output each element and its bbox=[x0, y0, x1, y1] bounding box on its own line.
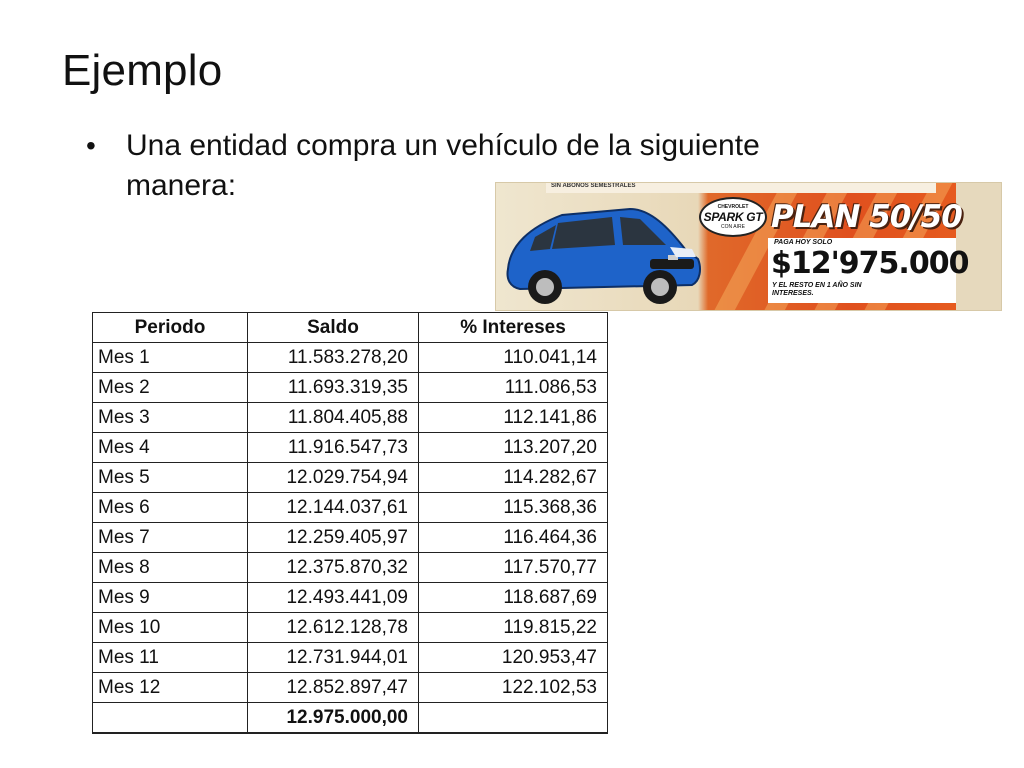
saldo-cell: 11.693.319,35 bbox=[248, 373, 419, 403]
bullet-text: Una entidad compra un vehículo de la siguiente manera: bbox=[126, 129, 760, 202]
table-row bbox=[93, 343, 608, 373]
spark-gt-badge bbox=[699, 197, 767, 237]
periodo-cell: Mes 3 bbox=[93, 403, 248, 433]
intereses-cell: 120.953,47 bbox=[419, 643, 608, 673]
payment-schedule-table bbox=[92, 312, 608, 734]
periodo-cell: Mes 4 bbox=[93, 433, 248, 463]
ad-make-text: CHEVROLET bbox=[717, 204, 749, 210]
ad-plan-text: PLAN 50/50 bbox=[771, 199, 962, 235]
table-row bbox=[93, 493, 608, 523]
saldo-cell: 12.493.441,09 bbox=[248, 583, 419, 613]
periodo-cell: Mes 12 bbox=[93, 673, 248, 703]
header-intereses: % Intereses bbox=[419, 313, 608, 343]
table-row bbox=[93, 463, 608, 493]
intereses-cell: 118.687,69 bbox=[419, 583, 608, 613]
periodo-cell: Mes 11 bbox=[93, 643, 248, 673]
intereses-cell: 115.368,36 bbox=[419, 493, 608, 523]
table-row bbox=[93, 433, 608, 463]
total-empty-cell bbox=[93, 703, 248, 734]
total-empty-cell bbox=[419, 703, 608, 734]
ad-pay-today-text: PAGA HOY SOLO bbox=[774, 239, 833, 246]
intereses-cell: 122.102,53 bbox=[419, 673, 608, 703]
table-row bbox=[93, 673, 608, 703]
table-row bbox=[93, 553, 608, 583]
intereses-cell: 112.141,86 bbox=[419, 403, 608, 433]
saldo-cell: 12.144.037,61 bbox=[248, 493, 419, 523]
ad-price-box bbox=[768, 238, 969, 303]
header-saldo: Saldo bbox=[248, 313, 419, 343]
saldo-cell: 12.259.405,97 bbox=[248, 523, 419, 553]
periodo-cell: Mes 10 bbox=[93, 613, 248, 643]
car-advertisement-image bbox=[495, 182, 1002, 311]
car-icon bbox=[500, 197, 705, 307]
periodo-cell: Mes 2 bbox=[93, 373, 248, 403]
periodo-cell: Mes 9 bbox=[93, 583, 248, 613]
bullet-dot: • bbox=[86, 130, 96, 161]
intereses-cell: 114.282,67 bbox=[419, 463, 608, 493]
periodo-cell: Mes 1 bbox=[93, 343, 248, 373]
table-header-row bbox=[93, 313, 608, 343]
table-row bbox=[93, 523, 608, 553]
slide-title: Ejemplo bbox=[62, 46, 223, 95]
saldo-cell: 12.852.897,47 bbox=[248, 673, 419, 703]
saldo-cell: 12.029.754,94 bbox=[248, 463, 419, 493]
saldo-cell: 11.804.405,88 bbox=[248, 403, 419, 433]
table-total-row bbox=[93, 703, 608, 734]
ad-model-sub: CON AIRE bbox=[721, 224, 745, 230]
total-saldo-cell: 12.975.000,00 bbox=[248, 703, 419, 734]
intereses-cell: 119.815,22 bbox=[419, 613, 608, 643]
saldo-cell: 12.612.128,78 bbox=[248, 613, 419, 643]
intereses-cell: 116.464,36 bbox=[419, 523, 608, 553]
periodo-cell: Mes 7 bbox=[93, 523, 248, 553]
table-row bbox=[93, 643, 608, 673]
header-periodo: Periodo bbox=[93, 313, 248, 343]
saldo-cell: 12.375.870,32 bbox=[248, 553, 419, 583]
ad-model-text: SPARK GT bbox=[703, 210, 763, 224]
intereses-cell: 113.207,20 bbox=[419, 433, 608, 463]
saldo-cell: 12.731.944,01 bbox=[248, 643, 419, 673]
table-row bbox=[93, 403, 608, 433]
table-row bbox=[93, 613, 608, 643]
intereses-cell: 117.570,77 bbox=[419, 553, 608, 583]
intereses-cell: 110.041,14 bbox=[419, 343, 608, 373]
periodo-cell: Mes 8 bbox=[93, 553, 248, 583]
table-row bbox=[93, 583, 608, 613]
saldo-cell: 11.916.547,73 bbox=[248, 433, 419, 463]
ad-price-text: $12'975.000 bbox=[771, 246, 969, 281]
ad-rest-text: Y EL RESTO EN 1 AÑO SIN INTERESES. bbox=[772, 282, 862, 297]
ad-top-band-text: SIN ABONOS SEMESTRALES bbox=[551, 183, 636, 189]
periodo-cell: Mes 5 bbox=[93, 463, 248, 493]
periodo-cell: Mes 6 bbox=[93, 493, 248, 523]
intereses-cell: 111.086,53 bbox=[419, 373, 608, 403]
saldo-cell: 11.583.278,20 bbox=[248, 343, 419, 373]
table-row bbox=[93, 373, 608, 403]
